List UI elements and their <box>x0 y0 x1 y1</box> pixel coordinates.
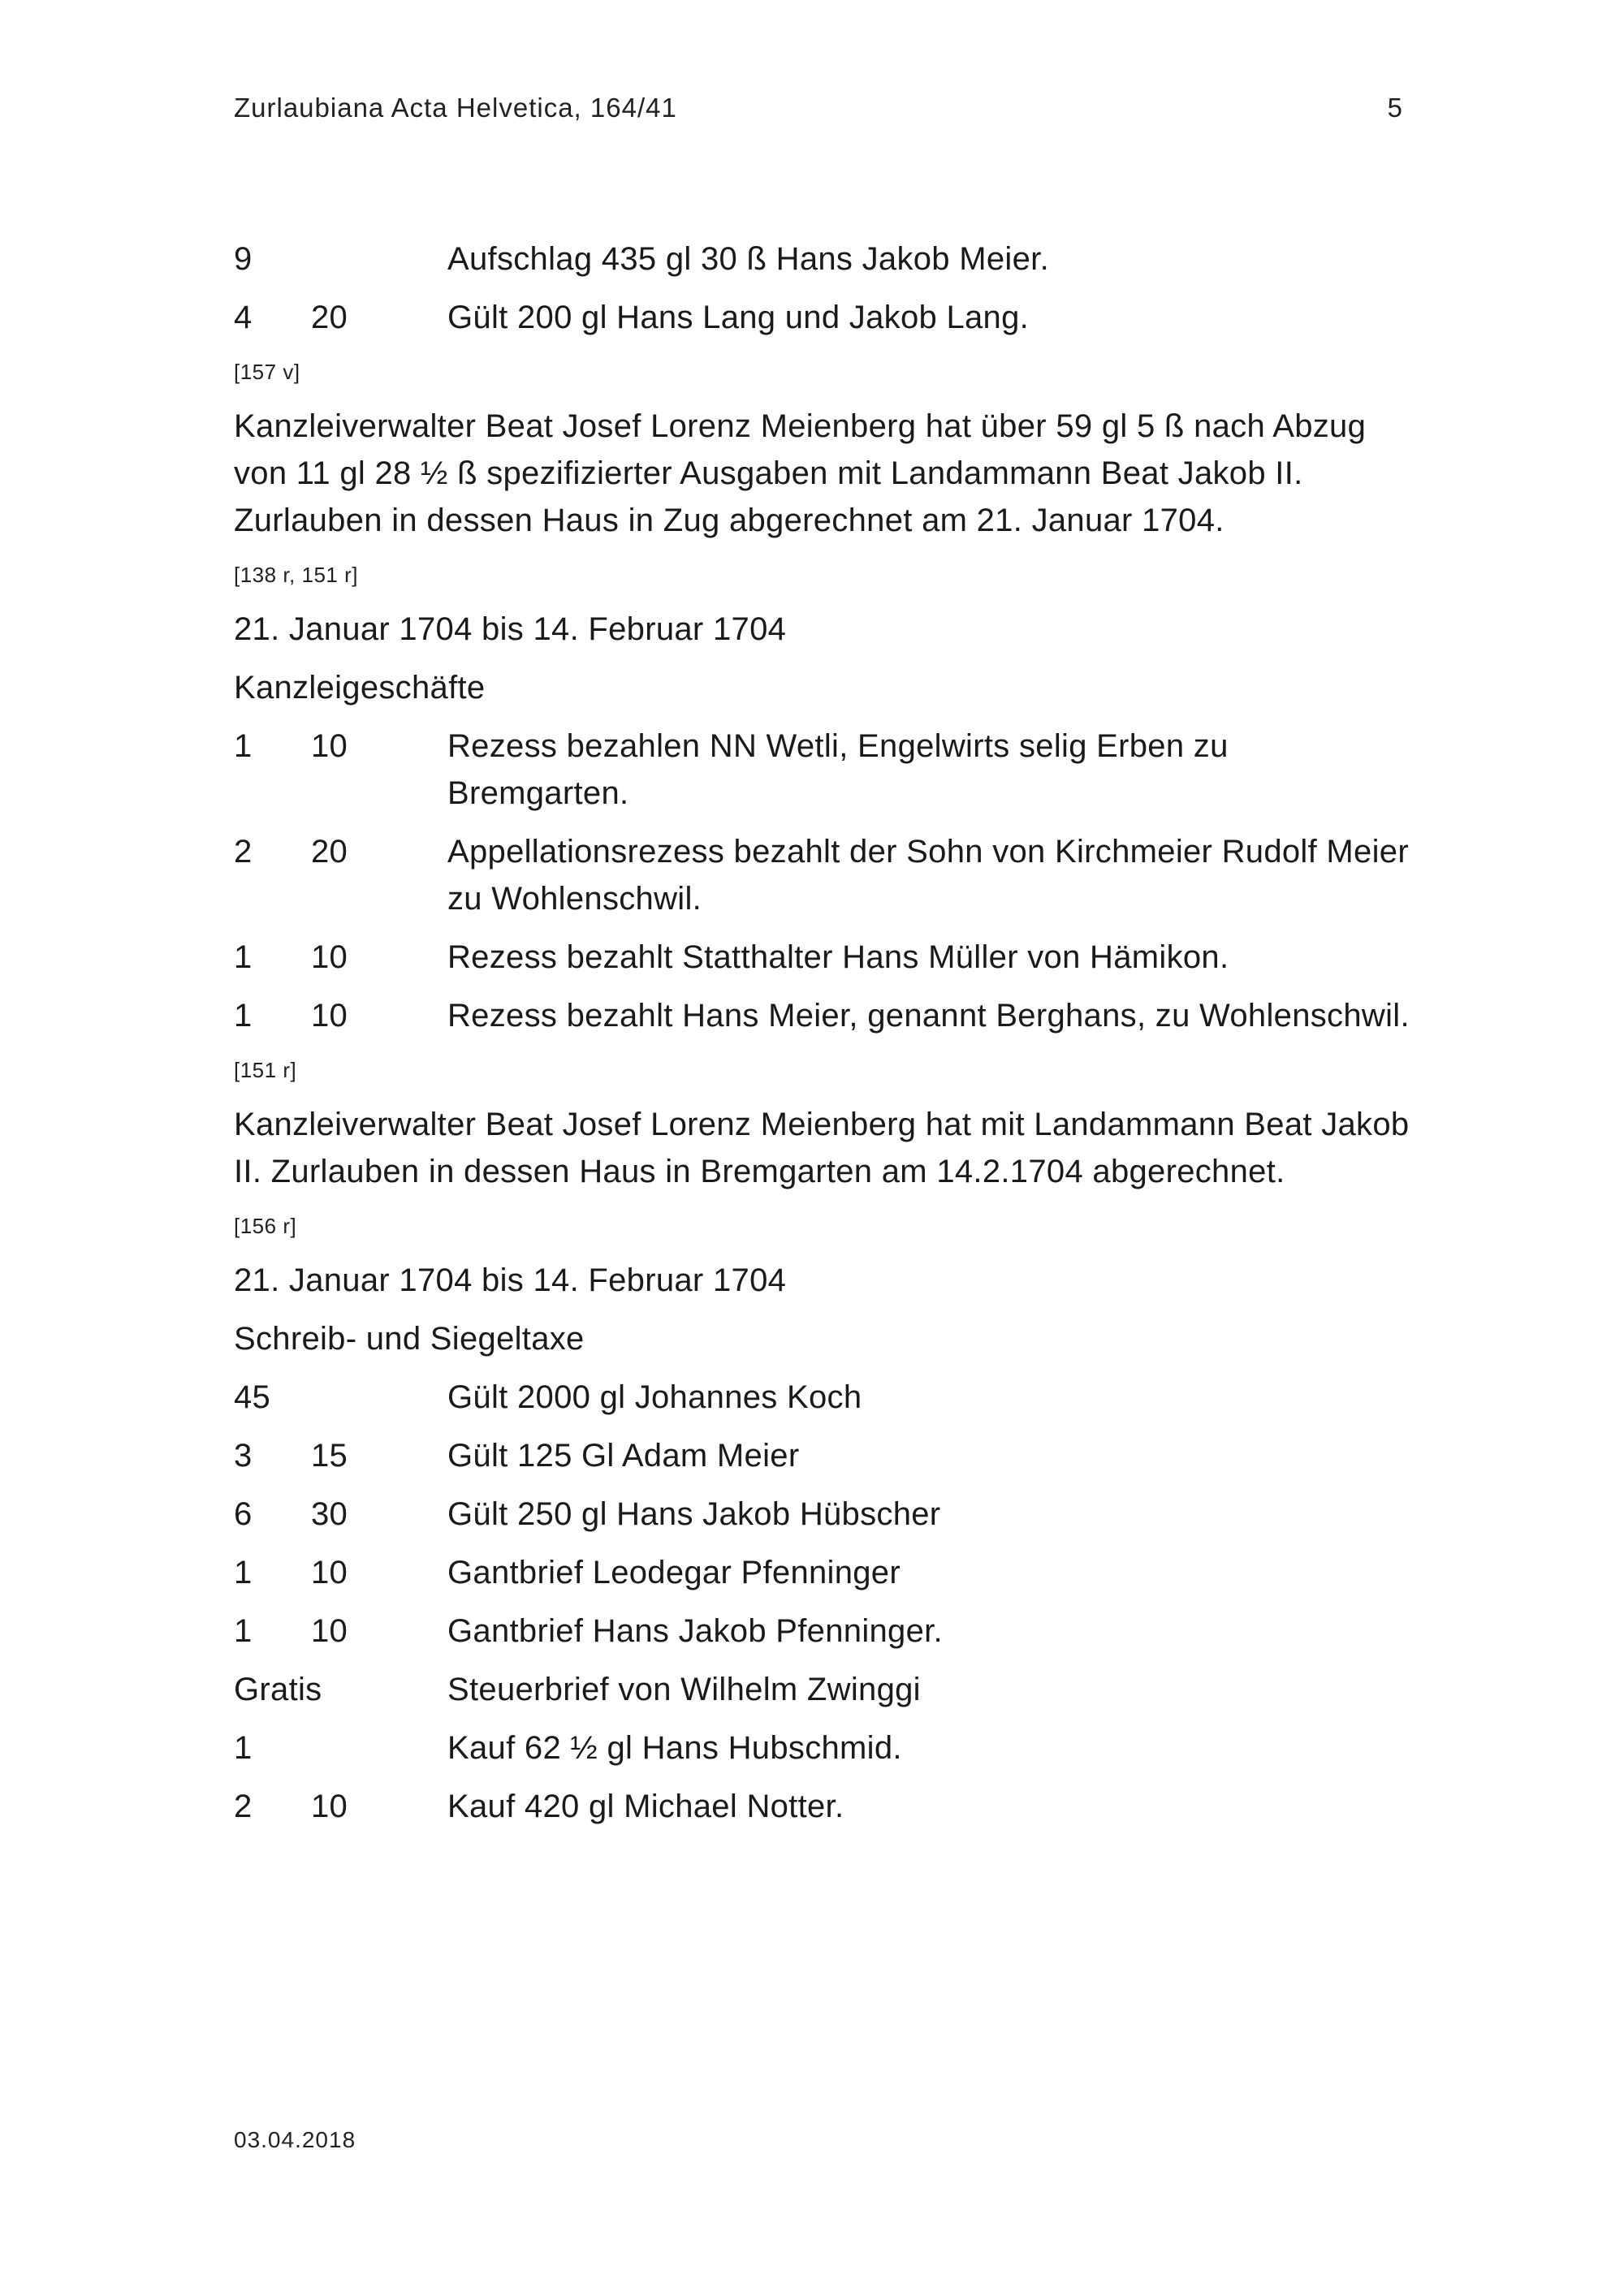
amount-gulden: 1 <box>234 1730 253 1766</box>
amount-gratis: Gratis <box>234 1672 322 1707</box>
table-row <box>234 992 1410 1039</box>
folio-reference: [156 r] <box>234 1214 297 1238</box>
section-date-range: 21. Januar 1704 bis 14. Februar 1704 <box>234 1262 787 1298</box>
paragraph: Kanzleiverwalter Beat Josef Lorenz Meienberg hat über 59 gl 5 ß nach Abzug von 11 gl 28 ½ ß spezifizierter Ausgaben mit Landammann Beat Jakob II. Zurlauben in dessen Haus in Zug abgerechnet am 21. Januar 1704. <box>234 408 1367 538</box>
entry-text: Gült 125 Gl Adam Meier <box>447 1438 800 1474</box>
amount-schilling: 20 <box>311 300 348 335</box>
entry-text: Gült 200 gl Hans Lang und Jakob Lang. <box>447 300 1030 335</box>
entry-text: Kauf 62 ½ gl Hans Hubschmid. <box>447 1730 902 1766</box>
amount-schilling: 10 <box>311 1789 348 1824</box>
folio-reference: [151 r] <box>234 1058 297 1082</box>
amount-schilling: 10 <box>311 1555 348 1590</box>
table-row <box>234 1549 1410 1596</box>
amount-gulden: 1 <box>234 1555 253 1590</box>
amount-schilling: 10 <box>311 728 348 764</box>
document-title: Zurlaubiana Acta Helvetica, 164/41 <box>234 93 677 123</box>
table-row <box>234 1724 1410 1772</box>
amount-gulden: 2 <box>234 834 253 870</box>
amount-schilling <box>311 1374 447 1421</box>
table-row <box>234 1783 1410 1830</box>
amount-gulden: 1 <box>234 728 253 764</box>
table-row <box>234 1608 1410 1655</box>
table-row <box>234 1432 1410 1479</box>
page-number: 5 <box>1387 93 1403 123</box>
table-row <box>234 235 1410 283</box>
entry-text: Rezess bezahlt Hans Meier, genannt Berghans, zu Wohlenschwil. <box>447 998 1410 1034</box>
amount-gulden: 45 <box>234 1379 271 1415</box>
entry-text: Rezess bezahlt Statthalter Hans Müller von Hämikon. <box>447 939 1229 975</box>
folio-reference: [138 r, 151 r] <box>234 563 358 587</box>
amount-gulden: 1 <box>234 1613 253 1649</box>
page-header <box>234 93 1403 123</box>
document-body <box>234 235 1410 1841</box>
section-title: Schreib- und Siegeltaxe <box>234 1321 585 1357</box>
table-row <box>234 1491 1410 1538</box>
amount-schilling: 20 <box>311 834 348 870</box>
entry-text: Rezess bezahlen NN Wetli, Engelwirts selig Erben zu Bremgarten. <box>447 728 1229 811</box>
amount-schilling <box>311 1724 447 1772</box>
amount-schilling <box>311 235 447 283</box>
amount-schilling: 15 <box>311 1438 348 1474</box>
entry-text: Appellationsrezess bezahlt der Sohn von Kirchmeier Rudolf Meier zu Wohlenschwil. <box>447 834 1409 917</box>
amount-gulden: 9 <box>234 241 253 277</box>
entry-text: Gantbrief Hans Jakob Pfenninger. <box>447 1613 943 1649</box>
entry-text: Gantbrief Leodegar Pfenninger <box>447 1555 901 1590</box>
table-row <box>234 934 1410 981</box>
amount-gulden: 6 <box>234 1496 253 1532</box>
table-row <box>234 723 1410 817</box>
amount-gulden: 4 <box>234 300 253 335</box>
entry-text: Kauf 420 gl Michael Notter. <box>447 1789 844 1824</box>
section-date-range: 21. Januar 1704 bis 14. Februar 1704 <box>234 611 787 647</box>
table-row <box>234 1666 1410 1713</box>
section-title: Kanzleigeschäfte <box>234 670 486 706</box>
paragraph: Kanzleiverwalter Beat Josef Lorenz Meienberg hat mit Landammann Beat Jakob II. Zurlauben in dessen Haus in Bremgarten am 14.2.1704 abgerechnet. <box>234 1107 1410 1189</box>
entry-text: Gült 250 gl Hans Jakob Hübscher <box>447 1496 941 1532</box>
entry-text: Steuerbrief von Wilhelm Zwinggi <box>447 1672 921 1707</box>
table-row <box>234 828 1410 922</box>
table-row <box>234 294 1410 341</box>
amount-schilling: 10 <box>311 998 348 1034</box>
amount-gulden: 2 <box>234 1789 253 1824</box>
entry-text: Aufschlag 435 gl 30 ß Hans Jakob Meier. <box>447 241 1049 277</box>
table-row <box>234 1374 1410 1421</box>
amount-schilling: 30 <box>311 1496 348 1532</box>
amount-schilling: 10 <box>311 939 348 975</box>
footer-date: 03.04.2018 <box>234 2127 356 2152</box>
amount-gulden: 1 <box>234 998 253 1034</box>
folio-reference: [157 v] <box>234 360 300 384</box>
entry-text: Gült 2000 gl Johannes Koch <box>447 1379 862 1415</box>
amount-gulden: 3 <box>234 1438 253 1474</box>
amount-gulden: 1 <box>234 939 253 975</box>
amount-schilling: 10 <box>311 1613 348 1649</box>
